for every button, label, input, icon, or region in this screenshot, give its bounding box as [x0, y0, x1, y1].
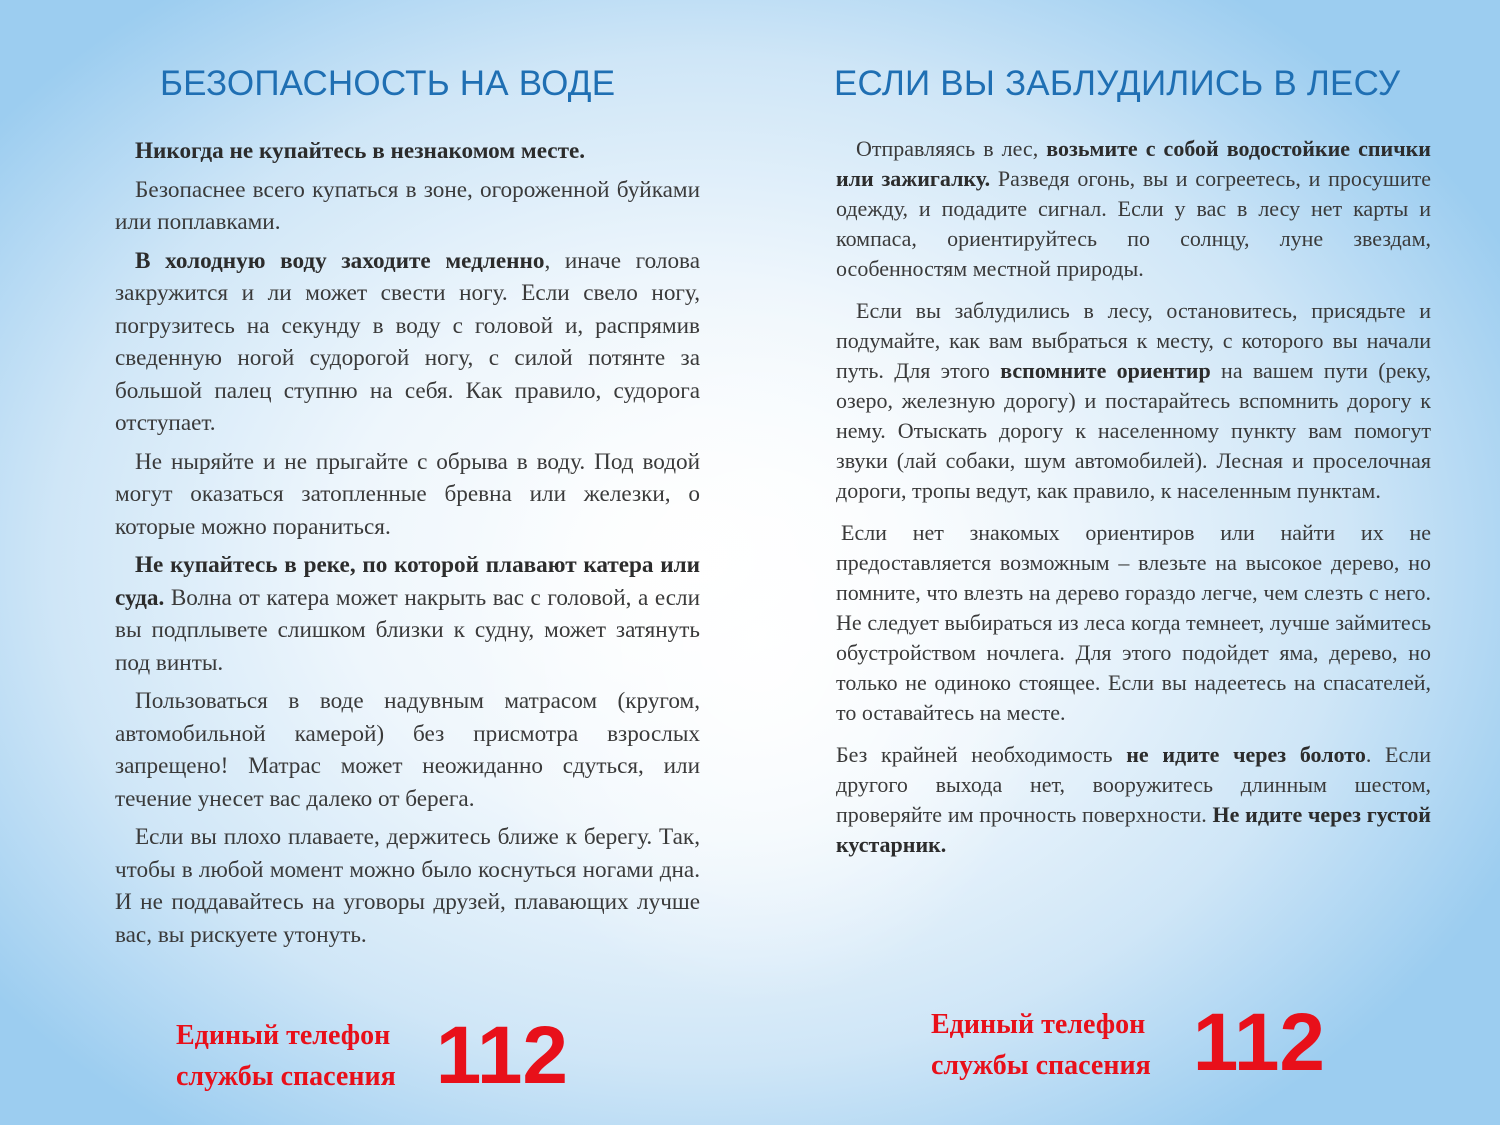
paragraph-text: Если вы заблудились в лесу, остановитесь, присядьте и подумайте, как вам выбраться к месту, с которого вы начали путь. Для этого — [836, 298, 1431, 383]
water-safety-column — [115, 64, 700, 957]
paragraph: Безопаснее всего купаться в зоне, огороженной буйками или поплавками. — [115, 176, 700, 235]
bold-text: вспомните ориентир — [1000, 358, 1211, 383]
paragraph-text: на вашем пути (реку, озеро, железную дорогу) и постарайтесь вспомнить дорогу к нему. Отыскать дорогу к населенному пункту вам помогут звуки (лай собаки, шум автомобилей). Лесная и проселочная дороги, тропы ведут, как правило, к населенным пунктам. — [836, 358, 1431, 503]
bold-text: Никогда не купайтесь в незнакомом месте. — [135, 138, 586, 164]
bold-text: В холодную воду заходите медленно — [135, 247, 545, 274]
bold-text: Не идите через густой кустарник. — [836, 802, 1431, 857]
paragraph-text: , иначе голова закружится и ли может свести ногу. Если свело ногу, погрузитесь на секунду в воду с головой и, распрямив сведенную ногой судорогой ногу, с силой потянте за большой палец ступню на себя. Как правило, судорога отступает. — [115, 247, 700, 436]
phone-label-line2: службы спасения — [931, 1050, 1151, 1081]
paragraph: Пользоваться в воде надувным матрасом (кругом, автомобильной камерой) без присмотра взрослых запрещено! Матрас может неожиданно сдуться, или течение унесет вас далеко от берега. — [115, 688, 700, 812]
paragraph — [115, 245, 700, 440]
lost-in-forest-column — [836, 64, 1431, 872]
phone-label — [931, 1004, 1151, 1086]
phone-number: 112 — [435, 1010, 569, 1101]
water-safety-title: БЕЗОПАСНОСТЬ НА ВОДЕ — [160, 64, 616, 103]
phone-number: 112 — [1192, 997, 1326, 1088]
paragraph: Если нет знакомых ориентиров или найти их не предоставляется возможным – влезьте на высокое дерево, но помните, что влезть на дерево гораздо легче, чем слезть с него. Не следует выбираться из леса когда темнеет, лучше займитесь обустройством ночлега. Для этого подойдет яма, дерево, но только не одиноко стоящее. Если вы надеетесь на спасателей, то оставайтесь на месте. — [836, 520, 1431, 725]
paragraph-text: Отправляясь в лес, — [856, 136, 1047, 161]
water-safety-text — [115, 135, 700, 951]
paragraph — [836, 296, 1431, 506]
paragraph-text: . Если другого выхода нет, вооружитесь длинным шестом, проверяйте им прочность поверхности. — [836, 742, 1431, 827]
paragraph: Не ныряйте и не прыгайте с обрыва в воду. Под водой могут оказаться затопленные бревна или железки, о которые можно пораниться. — [115, 448, 700, 540]
phone-label-line1: Единый телефон — [176, 1020, 391, 1051]
bold-text: возьмите с собой водостойкие спички или зажигалку. — [836, 136, 1431, 191]
phone-label-line1: Единый телефон — [931, 1009, 1146, 1040]
lost-in-forest-text — [836, 134, 1431, 860]
bold-text: не идите через болото — [1126, 742, 1366, 767]
paragraph: Если вы плохо плаваете, держитесь ближе к берегу. Так, чтобы в любой момент можно было коснуться ногами дна. И не поддавайтесь на уговоры друзей, плавающих лучше вас, вы рискуете утонуть. — [115, 824, 700, 948]
bold-text: Не купайтесь в реке, по которой плавают катера или суда. — [115, 552, 700, 611]
phone-label-line2: службы спасения — [176, 1061, 396, 1092]
paragraph-text: Разведя огонь, вы и согреетесь, и просушите одежду, и подадите сигнал. Если у вас в лесу нет карты и компаса, ориентируйтесь по солнцу, луне звездам, особенностям местной природы. — [836, 166, 1431, 281]
lost-in-forest-title: ЕСЛИ ВЫ ЗАБЛУДИЛИСЬ В ЛЕСУ — [834, 64, 1401, 103]
paragraph — [836, 134, 1431, 284]
phone-label — [176, 1015, 396, 1097]
paragraph-text: Без крайней необходимость — [836, 742, 1127, 767]
paragraph — [115, 549, 700, 679]
paragraph-text: Волна от катера может накрыть вас с головой, а если вы подплывете слишком близки к судну, может затянуть под винты. — [115, 584, 700, 676]
emergency-phone-left — [176, 1010, 569, 1101]
paragraph — [836, 740, 1431, 860]
emergency-phone-right — [931, 997, 1326, 1088]
paragraph — [115, 135, 700, 168]
